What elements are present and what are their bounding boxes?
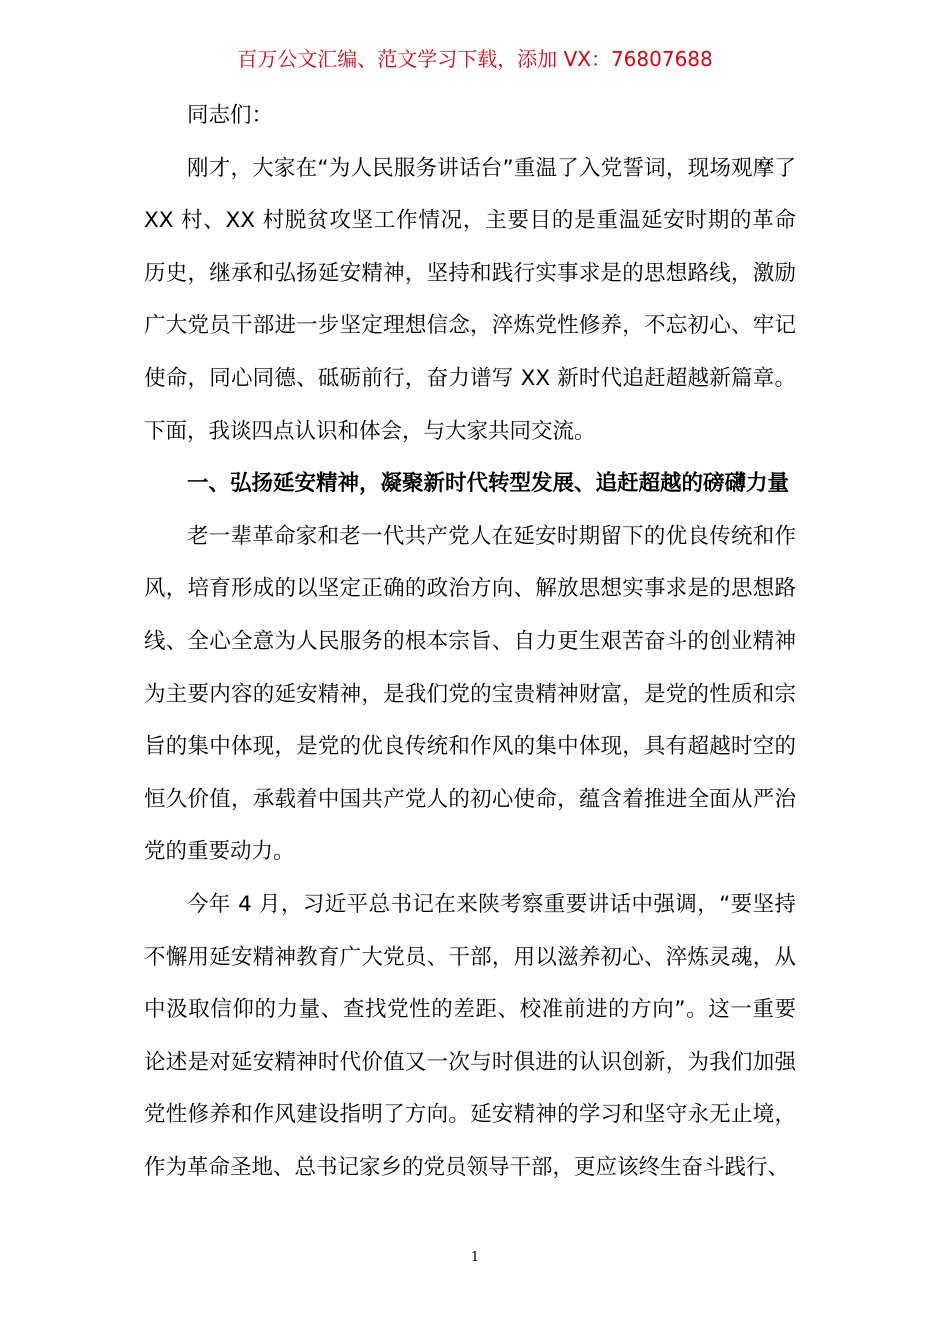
salutation: 同志们：: [187, 103, 274, 128]
page-number: 1: [470, 1250, 480, 1265]
paragraph-april-speech: 今年 4 月，习近平总书记在来陕考察重要讲话中强调，“要坚持不懈用延安精神教育广大党员、干部，用以滋养初心、淬炼灵魂，从中汲取信仰的力量、查找党性的差距、校准前进的方向”。这一重要论述是对延安精神时代价值又一次与时俱进的认识创新，为我们加强党性修养和作风建设指明了方向。延安精神的学习和坚守永无止境，作为革命圣地、总书记家乡的党员领导干部，更应该终生奋斗践行、: [144, 891, 796, 1180]
paragraph-intro: 刚才，大家在“为人民服务讲话台”重温了入党誓词，现场观摩了 XX 村、XX 村脱贫攻坚工作情况，主要目的是重温延安时期的革命历史，继承和弘扬延安精神，坚持和践行实事求是的思想路线，激励广大党员干部进一步坚定理想信念，淬炼党性修养，不忘初心、牢记使命，同心同德、砥砺前行，奋力谱写 XX 新时代追赶超越新篇章。下面，我谈四点认识和体会，与大家共同交流。: [144, 155, 796, 444]
document-body: [144, 90, 796, 1194]
header-banner: 百万公文汇编、范文学习下载，添加 VX：76807688: [237, 47, 713, 71]
section-heading-1: 一、弘扬延安精神，凝聚新时代转型发展、追赶超越的磅礴力量: [187, 471, 790, 497]
paragraph-yanan-spirit: 老一辈革命家和老一代共产党人在延安时期留下的优良传统和作风，培育形成的以坚定正确的政治方向、解放思想实事求是的思想路线、全心全意为人民服务的根本宗旨、自力更生艰苦奋斗的创业精神为主要内容的延安精神，是我们党的宝贵精神财富，是党的性质和宗旨的集中体现，是党的优良传统和作风的集中体现，具有超越时空的恒久价值，承载着中国共产党人的初心使命，蕴含着推进全面从严治党的重要动力。: [144, 523, 796, 865]
